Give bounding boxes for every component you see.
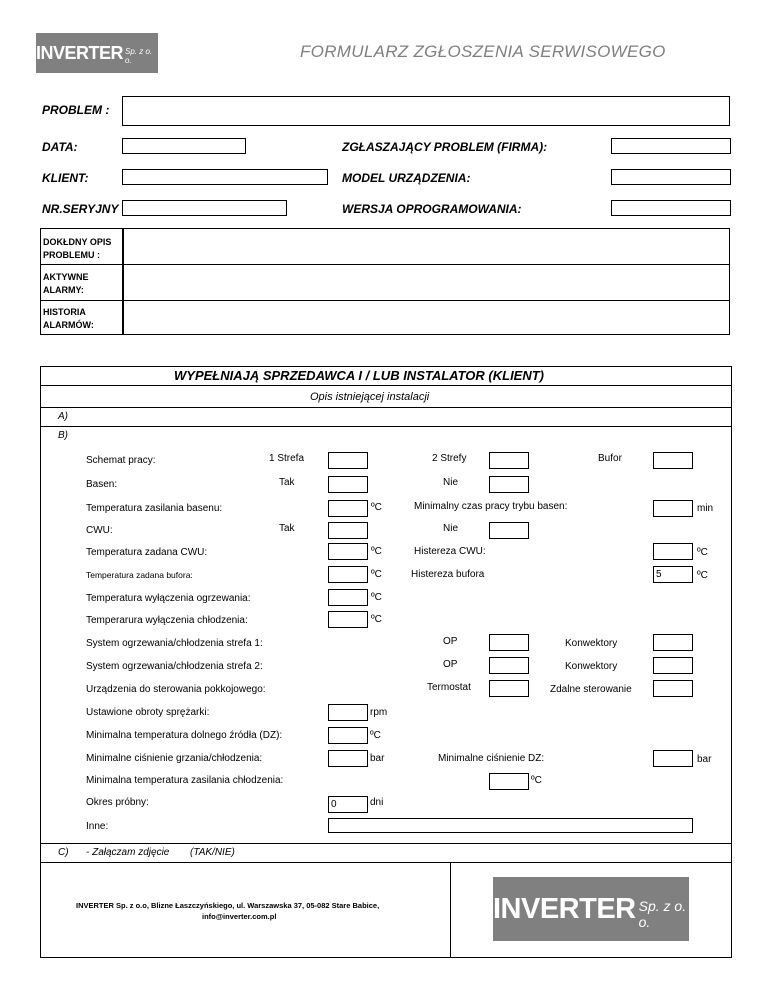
temp-basenu-unit: ºC bbox=[371, 502, 382, 513]
wersja-label: WERSJA OPROGRAMOWANIA: bbox=[342, 202, 522, 216]
cwu-label: CWU: bbox=[86, 525, 113, 536]
section-b: B) bbox=[58, 430, 68, 441]
temp-wyl-ogrz-field[interactable] bbox=[328, 589, 368, 606]
basen-nie-checkbox[interactable] bbox=[489, 476, 529, 493]
min-temp-chl-field[interactable] bbox=[489, 773, 529, 790]
sys-strefa1-konwektory-checkbox[interactable] bbox=[653, 634, 693, 651]
temp-cwu-field[interactable] bbox=[328, 543, 368, 560]
footer-logo bbox=[493, 877, 689, 941]
temp-wyl-chl-label: Temperarura wyłączenia chłodzenia: bbox=[86, 615, 248, 626]
min-cisn-field[interactable] bbox=[328, 750, 368, 767]
historia-field[interactable] bbox=[124, 302, 728, 334]
historia-label: HISTORIA ALARMÓW: bbox=[43, 307, 94, 330]
opis-label: DOKŁDNY OPIS PROBLEMU : bbox=[43, 237, 112, 260]
zdalne-label: Zdalne sterowanie bbox=[550, 684, 632, 695]
basen-tak-checkbox[interactable] bbox=[328, 476, 368, 493]
urzadzenia-label: Urządzenia do sterowania pokkojowego: bbox=[86, 684, 266, 695]
sys-strefa2-konwektory-checkbox[interactable] bbox=[653, 657, 693, 674]
basen-tak-label: Tak bbox=[279, 477, 295, 488]
histereza-bufora-field[interactable]: 5 bbox=[653, 566, 693, 583]
temp-wyl-ogrz-label: Temperatura wyłączenia ogrzewania: bbox=[86, 593, 251, 604]
bufor-checkbox[interactable] bbox=[653, 452, 693, 469]
sys-strefa1-op-label: OP bbox=[443, 636, 458, 647]
model-field[interactable] bbox=[611, 169, 731, 185]
okres-label: Okres próbny: bbox=[86, 797, 149, 808]
min-czas-label: Minimalny czas pracy trybu basen: bbox=[414, 501, 568, 512]
opis-field[interactable] bbox=[124, 230, 728, 263]
sys-strefa2-op-checkbox[interactable] bbox=[489, 657, 529, 674]
min-temp-dz-field[interactable] bbox=[328, 727, 368, 744]
cwu-nie-checkbox[interactable] bbox=[489, 522, 529, 539]
min-cisn-dz-label: Minimalne ciśnienie DZ: bbox=[438, 753, 545, 764]
zglaszajacy-label: ZGŁASZAJĄCY PROBLEM (FIRMA): bbox=[342, 140, 548, 154]
alarmy-field[interactable] bbox=[124, 266, 728, 299]
basen-nie-label: Nie bbox=[443, 477, 459, 488]
histereza-bufora-unit: ºC bbox=[697, 570, 708, 581]
sys-strefa1-label: System ogrzewania/chłodzenia strefa 1: bbox=[86, 638, 263, 649]
sys-strefa1-op-checkbox[interactable] bbox=[489, 634, 529, 651]
sys-strefa2-op-label: OP bbox=[443, 659, 458, 670]
strefa2-label: 2 Strefy bbox=[432, 453, 467, 464]
footer-address: INVERTER Sp. z o.o, Blizne Łaszczyńskiego, ul. Warszawska 37, 05-082 Stare Babice, bbox=[76, 901, 380, 910]
strefa1-checkbox[interactable] bbox=[328, 452, 368, 469]
obroty-field[interactable] bbox=[328, 704, 368, 721]
problem-label: PROBLEM : bbox=[42, 103, 110, 117]
histereza-cwu-field[interactable] bbox=[653, 543, 693, 560]
min-cisn-label: Minimalne ciśnienie grzania/chłodzenia: bbox=[86, 753, 263, 764]
inne-label: Inne: bbox=[86, 821, 109, 832]
temp-bufora-unit: ºC bbox=[371, 569, 382, 580]
cwu-tak-label: Tak bbox=[279, 523, 295, 534]
min-czas-unit: min bbox=[697, 503, 714, 514]
termostat-checkbox[interactable] bbox=[489, 680, 529, 697]
min-cisn-dz-unit: bar bbox=[697, 754, 712, 765]
min-cisn-dz-field[interactable] bbox=[653, 750, 693, 767]
temp-cwu-label: Temperatura zadana CWU: bbox=[86, 547, 208, 558]
footer-logo-suffix: Sp. z o. o. bbox=[638, 898, 687, 930]
cwu-nie-label: Nie bbox=[443, 523, 459, 534]
section-subtitle: Opis istniejącej instalacji bbox=[310, 391, 430, 403]
alarmy-label: AKTYWNE ALARMY: bbox=[43, 272, 89, 295]
logo-suffix: Sp. z o. o. bbox=[125, 47, 153, 65]
form-title: FORMULARZ ZGŁOSZENIA SERWISOWEGO bbox=[300, 42, 666, 61]
obroty-label: Ustawione obroty sprężarki: bbox=[86, 707, 210, 718]
strefa2-checkbox[interactable] bbox=[489, 452, 529, 469]
data-label: DATA: bbox=[42, 140, 78, 154]
termostat-label: Termostat bbox=[427, 682, 471, 693]
min-cisn-unit: bar bbox=[370, 753, 385, 764]
footer-logo-brand: INVERTER bbox=[493, 892, 636, 925]
min-temp-dz-label: Minimalna temperatura dolnego źródła (DZ): bbox=[86, 730, 283, 741]
bufor-label: Bufor bbox=[598, 453, 622, 464]
temp-bufora-label: Temperatura zadana bufora: bbox=[86, 570, 193, 580]
data-field[interactable] bbox=[122, 138, 246, 154]
photo-attached-hint: (TAK/NIE) bbox=[190, 847, 235, 858]
temp-wyl-ogrz-unit: ºC bbox=[371, 592, 382, 603]
temp-cwu-unit: ºC bbox=[371, 546, 382, 557]
zdalne-checkbox[interactable] bbox=[653, 680, 693, 697]
schemat-label: Schemat pracy: bbox=[86, 455, 156, 466]
footer-email: info@inverter.com.pl bbox=[202, 912, 277, 921]
obroty-unit: rpm bbox=[370, 707, 388, 718]
sys-strefa1-konwektory-label: Konwektory bbox=[565, 638, 618, 649]
temp-basenu-field[interactable] bbox=[328, 500, 368, 517]
model-label: MODEL URZĄDZENIA: bbox=[342, 171, 471, 185]
klient-label: KLIENT: bbox=[42, 171, 89, 185]
histereza-cwu-label: Histereza CWU: bbox=[414, 546, 486, 557]
temp-wyl-chl-unit: ºC bbox=[371, 614, 382, 625]
wersja-field[interactable] bbox=[611, 200, 731, 216]
min-temp-dz-unit: ºC bbox=[370, 730, 381, 741]
okres-unit: dni bbox=[370, 797, 384, 808]
histereza-bufora-label: Histereza bufora bbox=[411, 569, 485, 580]
nr-seryjny-label: NR.SERYJNY bbox=[42, 202, 119, 216]
section-a: A) bbox=[58, 411, 68, 422]
strefa1-label: 1 Strefa bbox=[269, 453, 305, 464]
min-czas-field[interactable] bbox=[653, 500, 693, 517]
sys-strefa2-label: System ogrzewania/chłodzenia strefa 2: bbox=[86, 661, 263, 672]
problem-field[interactable] bbox=[122, 96, 730, 126]
sys-strefa2-konwektory-label: Konwektory bbox=[565, 661, 618, 672]
company-logo bbox=[36, 33, 158, 73]
temp-basenu-label: Temperatura zasilania basenu: bbox=[86, 503, 223, 514]
photo-attached-label: - Załączam zdjęcie bbox=[86, 847, 170, 858]
cwu-tak-checkbox[interactable] bbox=[328, 522, 368, 539]
zglaszajacy-field[interactable] bbox=[611, 138, 731, 154]
temp-bufora-field[interactable] bbox=[328, 566, 368, 583]
min-temp-chl-label: Minimalna temperatura zasilania chłodzenia: bbox=[86, 775, 284, 786]
nr-seryjny-field[interactable] bbox=[122, 200, 287, 216]
inne-field[interactable] bbox=[328, 818, 693, 833]
klient-field[interactable] bbox=[122, 169, 328, 185]
section-title: WYPEŁNIAJĄ SPRZEDAWCA I / LUB INSTALATOR (KLIENT) bbox=[174, 368, 545, 383]
okres-field[interactable]: 0 bbox=[328, 796, 368, 813]
temp-wyl-chl-field[interactable] bbox=[328, 611, 368, 628]
section-c: C) bbox=[58, 847, 69, 858]
logo-brand: INVERTER bbox=[36, 42, 124, 63]
histereza-cwu-unit: ºC bbox=[697, 547, 708, 558]
min-temp-chl-unit: ºC bbox=[531, 775, 542, 786]
basen-label: Basen: bbox=[86, 479, 118, 490]
